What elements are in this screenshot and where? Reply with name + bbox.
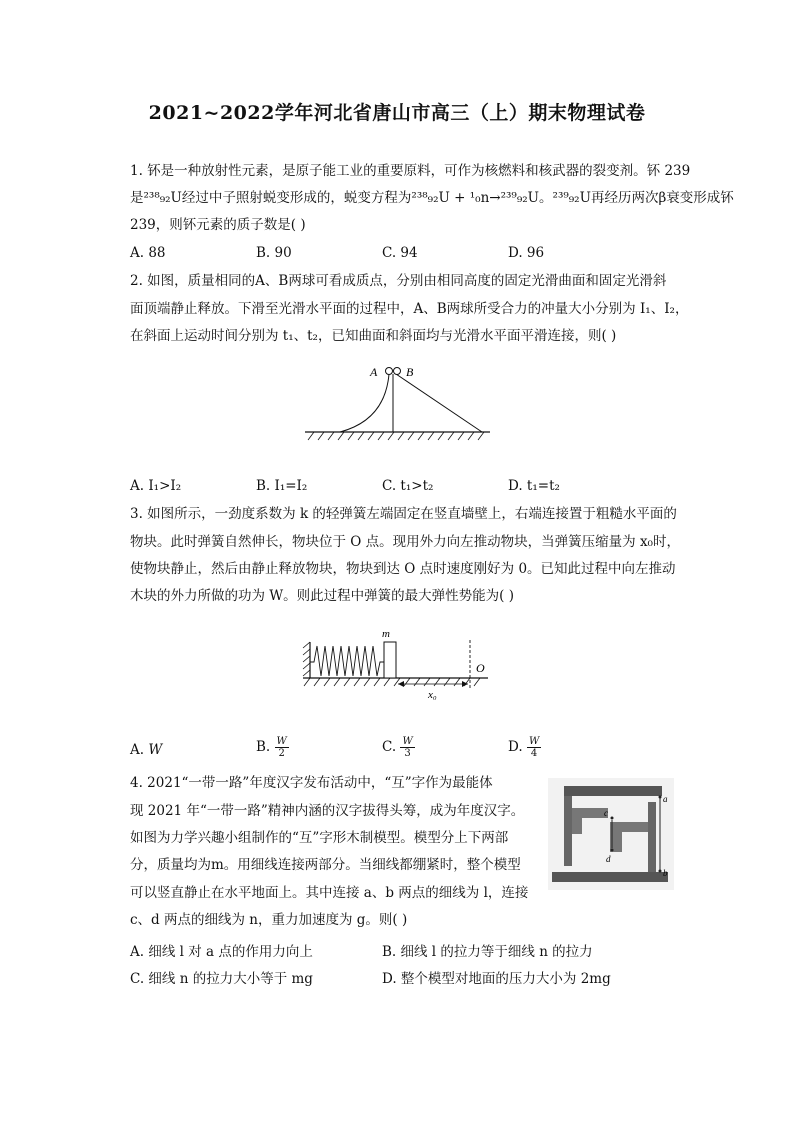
q1-line-1: 1. 钚是一种放射性元素，是原子能工业的重要原料，可作为核燃料和核武器的裂变剂。钚 239 xyxy=(130,163,691,179)
q3-option-c[interactable]: C. $\frac{W}{3}$ xyxy=(382,736,413,759)
q4-line-4: 分，质量均为m。用细线连接两部分。当细线都绷紧时，整个模型 xyxy=(130,857,521,873)
q4-option-a[interactable]: A. 细线 l 对 a 点的作用力向上 xyxy=(130,944,313,960)
q3-line-1: 3. 如图所示，一劲度系数为 k 的轻弹簧左端固定在竖直墙壁上，右端连接置于粗糙水平面的 xyxy=(130,506,677,522)
q1-line-2: 是²³⁸₉₂U经过中子照射蜕变形成的，蜕变方程为²³⁸₉₂U + ¹₀n→²³⁹₉₂U。²³⁹₉₂U再经历两次β衰变形成钚 xyxy=(130,190,734,206)
spring xyxy=(310,646,384,676)
q3-line-4: 木块的外力所做的功为 W。则此过程中弹簧的最大弹性势能为( ) xyxy=(130,588,514,604)
q2-figure xyxy=(300,360,500,450)
block xyxy=(384,642,396,678)
q4-line-5: 可以竖直静止在水平地面上。其中连接 a、b 两点的细线为 l，连接 xyxy=(130,885,529,901)
q1-line-3: 239，则钚元素的质子数是( ) xyxy=(130,217,306,233)
q2-option-d[interactable]: D. t₁=t₂ xyxy=(508,478,560,494)
q2-line-1: 2. 如图，质量相同的A、B两球可看成质点，分别由相同高度的固定光滑曲面和固定光滑斜 xyxy=(130,273,667,289)
q2-option-b[interactable]: B. I₁=I₂ xyxy=(256,478,308,494)
q2-option-a[interactable]: A. I₁>I₂ xyxy=(130,478,182,494)
q4-option-b[interactable]: B. 细线 l 的拉力等于细线 n 的拉力 xyxy=(382,944,593,960)
q4-option-c[interactable]: C. 细线 n 的拉力大小等于 mg xyxy=(130,971,313,987)
label-a: A xyxy=(370,365,378,379)
label-m: m xyxy=(382,628,390,640)
page-title: 2021~2022学年河北省唐山市高三（上）期末物理试卷 xyxy=(148,102,646,124)
label-b: B xyxy=(406,365,414,379)
q3-option-d[interactable]: D. $\frac{W}{4}$ xyxy=(508,736,540,759)
q2-line-2: 面顶端静止释放。下滑至光滑水平面的过程中，A、B两球所受合力的冲量大小分别为 I₁、I₂， xyxy=(130,301,689,317)
fraction-w-over-2: $\frac{W}{2}$ xyxy=(276,736,287,759)
q3-line-2: 物块。此时弹簧自然伸长，物块位于 O 点。现用外力向左推动物块，当弹簧压缩量为 x₀时， xyxy=(130,534,680,550)
q3-option-b[interactable]: B. $\frac{W}{2}$ xyxy=(256,736,287,759)
q4-line-6: c、d 两点的细线为 n，重力加速度为 g。则( ) xyxy=(130,912,408,928)
q2-option-c[interactable]: C. t₁>t₂ xyxy=(382,478,434,494)
q4-line-1: 4. 2021“一带一路”年度汉字发布活动中，“互”字作为最能体 xyxy=(130,775,493,791)
q4-option-d[interactable]: D. 整个模型对地面的压力大小为 2mg xyxy=(382,971,611,987)
label-b: b xyxy=(663,868,668,878)
bottom-bar xyxy=(552,872,668,882)
ball-a xyxy=(386,368,393,375)
q4-figure xyxy=(548,778,674,890)
label-a: a xyxy=(663,794,668,804)
q2-line-3: 在斜面上运动时间分别为 t₁、t₂，已知曲面和斜面均与光滑水平面平滑连接，则( ) xyxy=(130,328,617,344)
q3-line-3: 使物块静止，然后由静止释放物块，物块到达 O 点时速度刚好为 0。已知此过程中向左推动 xyxy=(130,561,676,577)
top-bar xyxy=(564,786,662,796)
q3-option-a[interactable]: A. W xyxy=(130,742,163,758)
q1-option-c[interactable]: C. 94 xyxy=(382,245,418,261)
q3-figure xyxy=(298,622,498,702)
q1-option-d[interactable]: D. 96 xyxy=(508,245,545,261)
fraction-w-over-3: $\frac{W}{3}$ xyxy=(402,736,413,759)
q1-option-b[interactable]: B. 90 xyxy=(256,245,292,261)
label-c: c xyxy=(604,808,608,818)
label-o: O xyxy=(476,661,485,675)
ball-b xyxy=(394,368,401,375)
q4-line-3: 如图为力学兴趣小组制作的“互”字形木制模型。模型分上下两部 xyxy=(130,830,509,846)
q1-option-a[interactable]: A. 88 xyxy=(130,245,166,261)
fraction-w-over-4: $\frac{W}{4}$ xyxy=(528,736,540,759)
q4-line-2: 现 2021 年“一带一路”精神内涵的汉字拔得头筹，成为年度汉字。 xyxy=(130,803,525,819)
label-d: d xyxy=(606,854,611,864)
label-x0: x₀ xyxy=(428,689,437,701)
